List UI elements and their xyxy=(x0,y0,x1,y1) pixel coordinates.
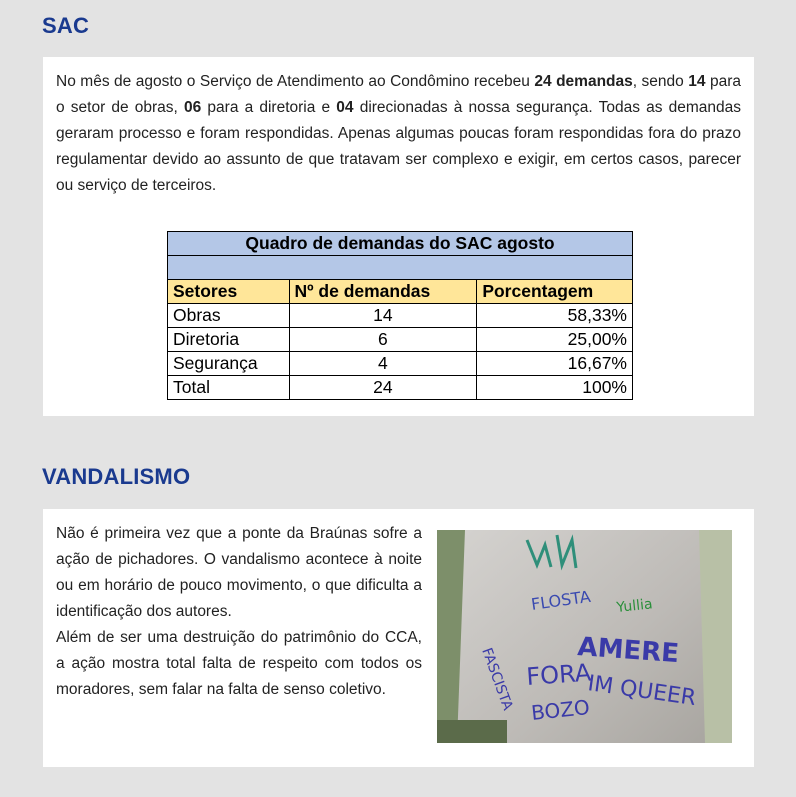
cell-demandas: 4 xyxy=(289,352,477,376)
cell-setor: Total xyxy=(168,376,290,400)
bold-seguranca-count: 04 xyxy=(336,99,354,116)
graffiti-tag: FASCISTA xyxy=(478,645,516,713)
cell-demandas: 14 xyxy=(289,304,477,328)
graffiti-photo xyxy=(437,530,732,743)
sac-card xyxy=(43,57,754,416)
text-run: , sendo xyxy=(632,73,689,90)
table-blank-row xyxy=(168,256,633,280)
header-demandas: Nº de demandas xyxy=(289,280,477,304)
ground-plants xyxy=(437,720,507,743)
header-setores: Setores xyxy=(168,280,290,304)
graffiti-tag: FLOSTA xyxy=(529,586,592,614)
graffiti-tag: IM QUEER xyxy=(586,671,698,712)
cell-pct: 100% xyxy=(477,376,633,400)
cell-setor: Diretoria xyxy=(168,328,290,352)
graffiti-tag: Yullia xyxy=(615,596,654,616)
table-row xyxy=(168,328,633,352)
vandalismo-section-title: VANDALISMO xyxy=(42,464,191,489)
table-row-total xyxy=(168,376,633,400)
table-row xyxy=(168,352,633,376)
text-run: para o setor de obras, xyxy=(56,73,741,116)
cell-setor: Obras xyxy=(168,304,290,328)
text-run: No mês de agosto o Serviço de Atendimento ao Condômino recebeu xyxy=(56,73,535,90)
table-row xyxy=(168,304,633,328)
bold-total-demands: 24 demandas xyxy=(534,73,633,90)
demand-table xyxy=(167,231,633,400)
cell-pct: 16,67% xyxy=(477,352,633,376)
vandalismo-text-1: Não é primeira vez que a ponte da Braúnas sofre a ação de pichadores. O vandalismo acontece à noite ou em horário de pouco movimento, o que dificulta a identificação dos autores. xyxy=(56,525,422,620)
sac-section-title: SAC xyxy=(42,13,90,38)
cell-pct: 25,00% xyxy=(477,328,633,352)
vandalismo-text-2: Além de ser uma destruição do patrimônio do CCA, a ação mostra total falta de respeito com todos os moradores, sem falar na falta de senso coletivo. xyxy=(56,629,422,698)
text-run: direcionadas à nossa segurança. Todas as demandas geraram processo e foram respondidas. Apenas algumas poucas foram respondidas fora do prazo regulamentar devido ao assunto de que tratavam ser complexo e exigir, em certos casos, parecer ou serviço de terceiros. xyxy=(56,99,742,194)
graffiti-tag: BOZO xyxy=(530,694,591,725)
bold-obras-count: 14 xyxy=(688,73,706,90)
cell-pct: 58,33% xyxy=(477,304,633,328)
vandalismo-card xyxy=(43,509,754,767)
cell-demandas: 24 xyxy=(289,376,477,400)
graffiti-tag: AMERE xyxy=(576,632,680,670)
cell-setor: Segurança xyxy=(168,352,290,376)
sac-paragraph xyxy=(56,69,741,199)
vandalismo-paragraph xyxy=(56,521,422,703)
cell-demandas: 6 xyxy=(289,328,477,352)
bold-diretoria-count: 06 xyxy=(184,99,202,116)
graffiti-tag: FORA xyxy=(525,658,593,691)
header-porcentagem: Porcentagem xyxy=(477,280,633,304)
table-title: Quadro de demandas do SAC agosto xyxy=(168,232,633,256)
text-run: para a diretoria e xyxy=(201,99,337,116)
